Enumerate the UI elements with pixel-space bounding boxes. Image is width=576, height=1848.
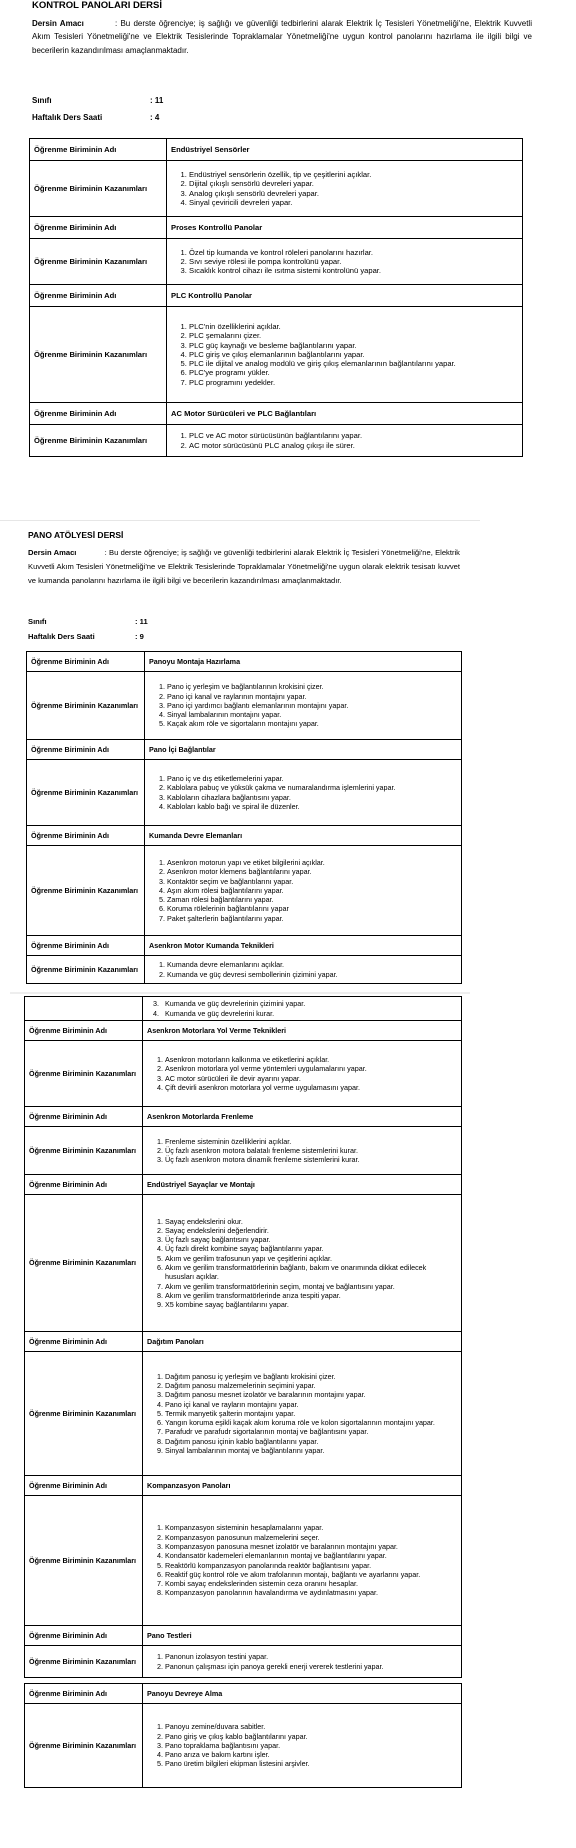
unit-outcomes [143,1352,462,1476]
unit-name-header: Öğrenme Biriminin Adı [30,403,167,425]
outcome-item: 3. PLC güç kaynağı ve besleme bağlantılarını yapar. [189,341,518,350]
unit-outcomes-label: Öğrenme Biriminin Kazanımları [27,760,145,826]
course2-sinif-value: : 11 [135,617,148,626]
outcome-item: 6. PLC'ye programı yükler. [189,368,518,377]
outcome-item: 7. PLC programını yedekler. [189,378,518,387]
unit-outcomes-label: Öğrenme Biriminin Kazanımları [25,1041,143,1107]
outcome-item: 8. Akım ve gerilim transformatörlerinde arıza tespiti yapar. [165,1291,457,1300]
outcome-item: 1. Panonun izolasyon testini yapar. [165,1652,457,1661]
unit-outcomes-label: Öğrenme Biriminin Kazanımları [27,672,145,740]
outcome-item: 4. Pano içi kanal ve rayların montajını yapar. [165,1400,457,1409]
outcome-item: 3. Pano topraklama bağlantısını yapar. [165,1741,457,1750]
page-separator [0,520,480,521]
course1-sinif-label: Sınıfı [32,96,52,105]
unit-outcomes [143,1704,462,1788]
page-separator [10,992,470,994]
outcome-item: 2. Pano giriş ve çıkış kablo bağlantılarını yapar. [165,1732,457,1741]
unit-outcomes-label: Öğrenme Biriminin Kazanımları [25,1704,143,1788]
outcome-item: 1. Asenkron motorların kalkınma ve etiketlerini açıklar. [165,1055,457,1064]
outcome-item: 4. Üç fazlı direkt kombine sayaç bağlantılarını yapar. [165,1244,457,1253]
outcome-item: 1. Pano iç yerleşim ve bağlantılarının krokisini çizer. [167,682,457,691]
unit-name: Asenkron Motorlarda Frenleme [143,1107,462,1127]
course2-table [26,651,462,984]
outcome-item: 3. Sıcaklık kontrol cihazı ile ısıtma sistemi kontrolünü yapar. [189,266,518,275]
outcome-number: 4. [153,1008,159,1018]
outcome-item: 1. Asenkron motorun yapı ve etiket bilgilerini açıklar. [167,858,457,867]
outcome-item: 2. Dağıtım panosu malzemelerinin seçimini yapar. [165,1381,457,1390]
course1-amac-text: : Bu derste öğrenciye; iş sağlığı ve güvenliği tedbirlerini alarak Elektrik İç Tesisleri Yönetmeliği'ne, Elektrik Kuvvetli Akım Tesisleri Yönetmeliği'ne ve Elektrik Tesislerinde Topraklamalar Yönetmeliği'ne uygun kontrol panolarını hazırlama ile ilgili bilgi ve becerilerin kazandırılması amaçlanmaktadır. [32,19,532,55]
unit-outcomes-label: Öğrenme Biriminin Kazanımları [30,307,167,403]
unit-outcomes [167,425,523,457]
outcome-item: 5. PLC ile dijital ve analog modülü ve giriş çıkış elemanlarının bağlantılarını yapar. [189,359,518,368]
outcome-item: 6. Reaktif güç kontrol röle ve akım trafolarının montajı, bağlantı ve ayarlarını yapar. [165,1570,457,1579]
unit-name-header: Öğrenme Biriminin Adı [25,1476,143,1496]
unit-name: Endüstriyel Sayaçlar ve Montajı [143,1175,462,1195]
course2-saat-value: : 9 [135,632,144,641]
outcome-item: 2. Kablolara pabuç ve yüksük çakma ve numaralandırma işlemlerini yapar. [167,783,457,792]
outcome-item: 5. Pano üretim bilgileri ekipman listesini arşivler. [165,1759,457,1768]
unit-outcomes [143,1041,462,1107]
unit-outcomes-label: Öğrenme Biriminin Kazanımları [27,846,145,936]
outcome-item: 4. Pano arıza ve bakım kartını işler. [165,1750,457,1759]
outcome-item [153,1009,457,1018]
outcome-item: 1. Özel tip kumanda ve kontrol röleleri panolarını hazırlar. [189,248,518,257]
unit-name-header: Öğrenme Biriminin Adı [27,826,145,846]
outcome-item: 1. Sayaç endekslerini okur. [165,1217,457,1226]
course2-title: PANO ATÖLYESİ DERSİ [28,530,124,540]
unit-name: Kumanda Devre Elemanları [145,826,462,846]
outcome-item: 3. Üç fazlı asenkron motora dinamik frenleme sistemlerini kurar. [165,1155,457,1164]
outcome-item: 3. Analog çıkışlı sensörlü devreleri yapar. [189,189,518,198]
outcome-item: 7. Akım ve gerilim transformatörlerinin seçim, montaj ve bağlantısını yapar. [165,1282,457,1291]
unit-outcomes-label [25,997,143,1021]
unit-outcomes [143,1646,462,1678]
unit-name: Dağıtım Panoları [143,1332,462,1352]
outcome-item: 7. Paket şalterlerin bağlantılarını yapar. [167,914,457,923]
unit-name-header: Öğrenme Biriminin Adı [27,936,145,956]
unit-outcomes-label: Öğrenme Biriminin Kazanımları [25,1195,143,1332]
outcome-item: 3. Kontaktör seçim ve bağlantılarını yapar. [167,877,457,886]
unit-outcomes-label: Öğrenme Biriminin Kazanımları [25,1646,143,1678]
outcome-item: 1. Pano iç ve dış etiketlemelerini yapar. [167,774,457,783]
course2-amac [28,546,460,588]
unit-name-header: Öğrenme Biriminin Adı [25,1332,143,1352]
outcome-item: 4. Aşırı akım rölesi bağlantılarını yapar. [167,886,457,895]
course1-title: KONTROL PANOLARI DERSİ [32,0,163,11]
outcome-item: 2. Üç fazlı asenkron motora balatalı frenleme sistemlerini kurar. [165,1146,457,1155]
outcome-item: 2. Panonun çalışması için panoya gerekli enerji vererek testlerini yapar. [165,1662,457,1671]
unit-outcomes-label: Öğrenme Biriminin Kazanımları [30,239,167,285]
course1-saat-label: Haftalık Ders Saati [32,113,103,122]
unit-name-header: Öğrenme Biriminin Adı [30,285,167,307]
outcome-item: 2. PLC şemalarını çizer. [189,331,518,340]
outcome-item: 5. Akım ve gerilim trafosunun yapı ve çeşitlerini açıklar. [165,1254,457,1263]
outcome-item: 2. Pano içi kanal ve raylarının montajını yapar. [167,692,457,701]
unit-name-header: Öğrenme Biriminin Adı [25,1021,143,1041]
unit-outcomes-label: Öğrenme Biriminin Kazanımları [30,161,167,217]
outcome-item: 4. Sinyal lambalarının montajını yapar. [167,710,457,719]
unit-name-header: Öğrenme Biriminin Adı [27,652,145,672]
outcome-item: 1. Panoyu zemine/duvara sabitler. [165,1722,457,1731]
course1-saat [32,113,160,122]
outcome-item: 1. Kompanzasyon sisteminin hesaplamalarını yapar. [165,1523,457,1532]
outcome-item: 1. Kumanda devre elemanlarını açıklar. [167,960,457,969]
unit-outcomes-label: Öğrenme Biriminin Kazanımları [25,1352,143,1476]
unit-name: Kompanzasyon Panoları [143,1476,462,1496]
unit-name-header: Öğrenme Biriminin Adı [25,1107,143,1127]
outcome-item [153,999,457,1008]
unit-name: Panoyu Montaja Hazırlama [145,652,462,672]
unit-outcomes [145,672,462,740]
outcome-item: 3. Üç fazlı sayaç bağlantısını yapar. [165,1235,457,1244]
outcome-item: 3. Pano içi yardımcı bağlantı elemanlarının montajını yapar. [167,701,457,710]
outcome-item: 3. Dağıtım panosu mesnet izolatör ve baralarının montajını yapar. [165,1390,457,1399]
outcome-item: 8. Kompanzasyon panolarının havalandırma ve aydınlatmasını yapar. [165,1588,457,1597]
unit-outcomes [143,1127,462,1175]
outcome-item: 3. Kabloların cihazlara bağlantısını yapar. [167,793,457,802]
unit-outcomes [145,760,462,826]
unit-name-header: Öğrenme Biriminin Adı [30,139,167,161]
unit-name: Pano İçi Bağlantılar [145,740,462,760]
unit-name-header: Öğrenme Biriminin Adı [25,1175,143,1195]
outcome-item: 7. Parafudr ve parafudr sigortalarının montaj ve bağlantısını yapar. [165,1427,457,1436]
outcome-item: 5. Zaman rölesi bağlantılarını yapar. [167,895,457,904]
unit-name: Panoyu Devreye Alma [143,1684,462,1704]
unit-name-header: Öğrenme Biriminin Adı [30,217,167,239]
unit-outcomes-label: Öğrenme Biriminin Kazanımları [27,956,145,984]
outcome-item: 4. Kondansatör kademeleri elemanlarının montaj ve bağlantılarını yapar. [165,1551,457,1560]
unit-name: Asenkron Motorlara Yol Verme Teknikleri [143,1021,462,1041]
unit-name-header: Öğrenme Biriminin Adı [25,1626,143,1646]
outcome-item: 9. X5 kombine sayaç bağlantılarını yapar. [165,1300,457,1309]
outcome-item: 1. Frenleme sisteminin özelliklerini açıklar. [165,1137,457,1146]
course2-saat [28,632,144,641]
unit-name: Pano Testleri [143,1626,462,1646]
course2-sinif-label: Sınıfı [28,617,47,626]
unit-outcomes [167,239,523,285]
unit-name: Endüstriyel Sensörler [167,139,523,161]
outcome-item: 4. PLC giriş ve çıkış elemanlarının bağlantılarını yapar. [189,350,518,359]
unit-name: PLC Kontrollü Panolar [167,285,523,307]
outcome-text: Kumanda ve güç devrelerinin çizimini yapar. [165,999,306,1009]
outcome-item: 5. Reaktörlü kompanzasyon panolarında reaktör bağlantısını yapar. [165,1561,457,1570]
unit-outcomes-label: Öğrenme Biriminin Kazanımları [30,425,167,457]
outcome-item: 1. PLC ve AC motor sürücüsünün bağlantılarını yapar. [189,431,518,440]
outcome-item: 2. Asenkron motor klemens bağlantılarını yapar. [167,867,457,876]
outcome-item: 2. AC motor sürücüsünü PLC analog çıkışı ile sürer. [189,441,518,450]
outcome-item: 1. Endüstriyel sensörlerin özellik, tip ve çeşitlerini açıklar. [189,170,518,179]
outcome-text: Kumanda ve güç devrelerini kurar. [165,1008,275,1018]
unit-outcomes [143,1496,462,1626]
course1-amac [32,17,532,57]
unit-outcomes [143,997,462,1021]
outcome-item: 2. Sayaç endekslerini değerlendirir. [165,1226,457,1235]
outcome-item: 3. Kompanzasyon panosuna mesnet izolatör ve baralarının montajını yapar. [165,1542,457,1551]
course2-amac-text: : Bu derste öğrenciye; iş sağlığı ve güvenliği tedbirlerini alarak Elektrik İç Tesisleri Yönetmeliği'ne, Elektrik Kuvvetli Akım Tesisleri Yönetmeliği'ne ve Elektrik Tesislerinde Topraklamalar Yönetmeliği'ne uygun olarak elektrik tesisatı kuvvet ve kumanda panolarını hazırlama ile ilgili bilgi ve becerilerin kazandırılması amaçlanmaktadır. [28,548,460,585]
course1-sinif [32,96,164,105]
outcome-item: 2. Kompanzasyon panosunun malzemelerini seçer. [165,1533,457,1542]
outcome-item: 7. Kombi sayaç endekslerinden sistemin ceza oranını hesaplar. [165,1579,457,1588]
unit-name: AC Motor Sürücüleri ve PLC Bağlantıları [167,403,523,425]
outcome-item: 4. Çift devirli asenkron motorlara yol verme uygulamasını yapar. [165,1083,457,1092]
course2-table-last [24,1683,462,1788]
outcome-item: 1. PLC'nin özelliklerini açıklar. [189,322,518,331]
unit-name: Asenkron Motor Kumanda Teknikleri [145,936,462,956]
course2-sinif [28,617,148,626]
outcome-number: 3. [153,999,159,1009]
course1-sinif-value: : 11 [150,96,164,105]
unit-outcomes [145,846,462,936]
unit-outcomes [167,161,523,217]
course2-amac-label: Dersin Amacı [28,548,77,557]
unit-outcomes [145,956,462,984]
unit-name: Proses Kontrollü Panolar [167,217,523,239]
outcome-item: 9. Sinyal lambalarının montaj ve bağlantılarını yapar. [165,1446,457,1455]
outcome-item: 5. Termik manyetik şalterin montajını yapar. [165,1409,457,1418]
outcome-item: 4. Kabloları kablo bağı ve spiral ile düzenler. [167,802,457,811]
course2-saat-label: Haftalık Ders Saati [28,632,95,641]
unit-name-header: Öğrenme Biriminin Adı [25,1684,143,1704]
outcome-item: 5. Kaçak akım röle ve sigortaların montajını yapar. [167,719,457,728]
unit-outcomes [167,307,523,403]
course1-table [29,138,523,457]
outcome-item: 6. Yangın koruma eşikli kaçak akım koruma röle ve kolon sigortalarının montajını yapar. [165,1418,457,1427]
course1-saat-value: : 4 [150,113,160,122]
outcome-item: 1. Dağıtım panosu iç yerleşim ve bağlantı krokisini çizer. [165,1372,457,1381]
unit-outcomes-label: Öğrenme Biriminin Kazanımları [25,1127,143,1175]
outcome-item: 2. Sıvı seviye rölesi ile pompa kontrolünü yapar. [189,257,518,266]
unit-name-header: Öğrenme Biriminin Adı [27,740,145,760]
outcome-item: 2. Kumanda ve güç devresi sembollerinin çizimini yapar. [167,970,457,979]
outcome-item: 2. Dijital çıkışlı sensörlü devreleri yapar. [189,179,518,188]
course1-amac-label: Dersin Amacı [32,19,84,28]
outcome-item: 3. AC motor sürücüleri ile devir ayarını yapar. [165,1074,457,1083]
outcome-item: 6. Akım ve gerilim transformatörlerinin bağlantı, bakım ve onarımında dikkat edilecek hususları açıklar. [165,1263,457,1282]
course2-table-continued [24,996,462,1678]
outcome-item: 8. Dağıtım panosu içinin kablo bağlantılarını yapar. [165,1437,457,1446]
unit-outcomes [143,1195,462,1332]
outcome-item: 4. Sinyal çeviricili devreleri yapar. [189,198,518,207]
unit-outcomes-label: Öğrenme Biriminin Kazanımları [25,1496,143,1626]
outcome-item: 6. Koruma rölelerinin bağlantılarını yapar [167,904,457,913]
outcome-item: 2. Asenkron motorlara yol verme yöntemleri uygulamalarını yapar. [165,1064,457,1073]
